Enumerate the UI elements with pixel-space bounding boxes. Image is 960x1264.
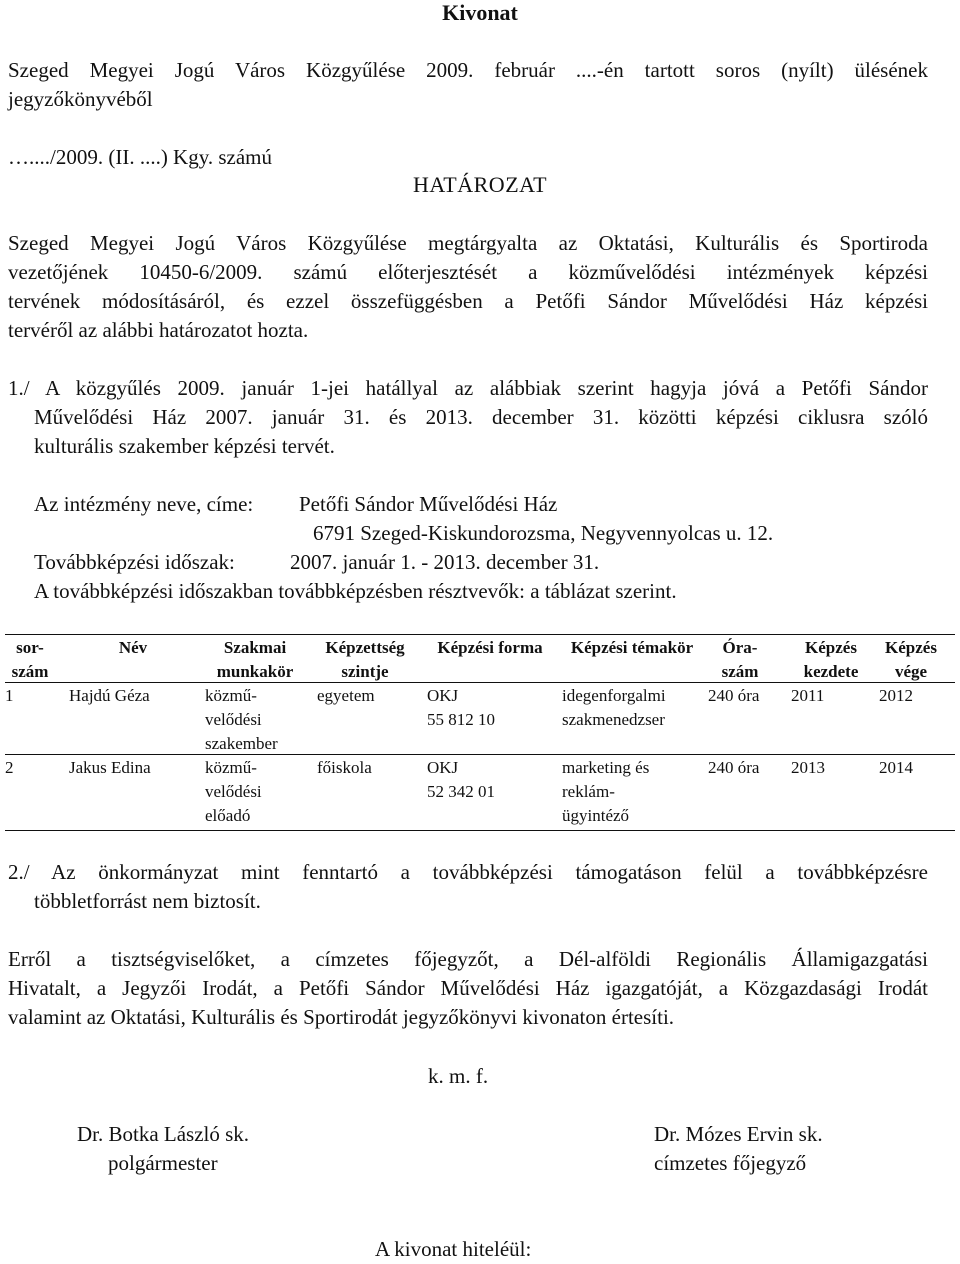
col-header-end: Képzés vége [885,638,937,681]
cell-topic: idegenforgalmi szakmenedzser [562,686,666,729]
cell-start: 2013 [791,758,825,777]
cell-name: Jakus Edina [69,758,151,777]
institution-address: 6791 Szeged-Kiskundorozsma, Negyvennyolcas u. 12. [313,521,774,545]
col-header-topic: Képzési témakör [570,638,694,657]
cell-qualification: egyetem [317,686,375,705]
cell-serial: 1 [5,686,14,705]
table-row-rule [5,754,955,755]
table-top-rule [5,634,955,635]
col-header-job: Szakmai munkakör [216,638,294,681]
preamble-line: Szeged Megyei Jogú Város Közgyűlése megtárgyalta az Oktatási, Kulturális és Sportiroda [8,231,928,255]
col-header-hours: Óra- szám [721,638,759,681]
signatory-title-left: polgármester [108,1151,218,1175]
col-header-qualification: Képzettség szintje [325,638,405,681]
cell-topic: marketing és reklám- ügyintéző [562,758,650,825]
cell-hours: 240 óra [708,686,760,705]
notification-line: Erről a tisztségviselőket, a címzetes főjegyzőt, a Dél-alföldi Regionális Államigazgatási [8,947,928,971]
certification-footer: A kivonat hiteléül: [375,1237,532,1261]
col-header-serial: sor- szám [11,638,49,681]
col-header-form: Képzési forma [437,638,543,657]
cell-job: közmű- velődési szakember [205,686,278,753]
intro-line-1: Szeged Megyei Jogú Város Közgyűlése 2009. február ....-én tartott soros (nyílt) ülésének [8,58,928,82]
period-label: Továbbképzési időszak: [34,550,235,574]
participants-note: A továbbképzési időszakban továbbképzésben résztvevők: a táblázat szerint. [34,579,677,603]
intro-line-2: jegyzőkönyvéből [8,87,153,111]
notification-line: Hivatalt, a Jegyzői Irodát, a Petőfi Sándor Művelődési Ház igazgatóját, a Közgazdasági Irodát [8,976,928,1000]
cell-job: közmű- velődési előadó [205,758,262,825]
kmf: k. m. f. [428,1064,489,1088]
resolution-number: …..../2009. (II. ....) Kgy. számú [8,145,273,169]
notification-line: valamint az Oktatási, Kulturális és Sportirodát jegyzőkönyvi kivonaton értesíti. [8,1005,675,1029]
preamble-line: vezetőjének 10450-6/2009. számú előterjesztését a közművelődési intézmények képzési [8,260,928,284]
point-1-line: 1./ A közgyűlés 2009. január 1-jei hatállyal az alábbiak szerint hagyja jóvá a Petőfi Sándor [8,376,928,400]
training-table [5,634,955,832]
signatory-name-left: Dr. Botka László sk. [77,1122,250,1146]
cell-qualification: főiskola [317,758,372,777]
cell-serial: 2 [5,758,14,777]
cell-start: 2011 [791,686,825,705]
preamble-line: tervének módosításáról, és ezzel összefüggésben a Petőfi Sándor Művelődési Ház képzési [8,289,928,313]
cell-hours: 240 óra [708,758,760,777]
period-value: 2007. január 1. - 2013. december 31. [290,550,600,574]
resolution-heading: HATÁROZAT [412,172,548,197]
signatory-name-right: Dr. Mózes Ervin sk. [654,1122,823,1146]
point-1-line: Művelődési Ház 2007. január 31. és 2013. december 31. közötti képzési ciklusra szóló [34,405,928,429]
document-title: Kivonat [442,0,518,25]
col-header-name: Név [118,638,148,657]
col-header-start: Képzés kezdete [803,638,859,681]
table-bottom-rule [5,830,955,831]
institution-name-value: Petőfi Sándor Művelődési Ház [299,492,558,516]
cell-end: 2012 [879,686,913,705]
signatory-title-right: címzetes főjegyző [654,1151,807,1175]
cell-form: OKJ 55 812 10 [427,686,495,729]
point-2-line: 2./ Az önkormányzat mint fenntartó a továbbképzési támogatáson felül a továbbképzésre [8,860,928,884]
cell-name: Hajdú Géza [69,686,150,705]
cell-form: OKJ 52 342 01 [427,758,495,801]
cell-end: 2014 [879,758,913,777]
preamble-line: tervéről az alábbi határozatot hozta. [8,318,309,342]
point-1-line: kulturális szakember képzési tervét. [34,434,335,458]
institution-name-label: Az intézmény neve, címe: [34,492,254,516]
point-2-line: többletforrást nem biztosít. [34,889,261,913]
